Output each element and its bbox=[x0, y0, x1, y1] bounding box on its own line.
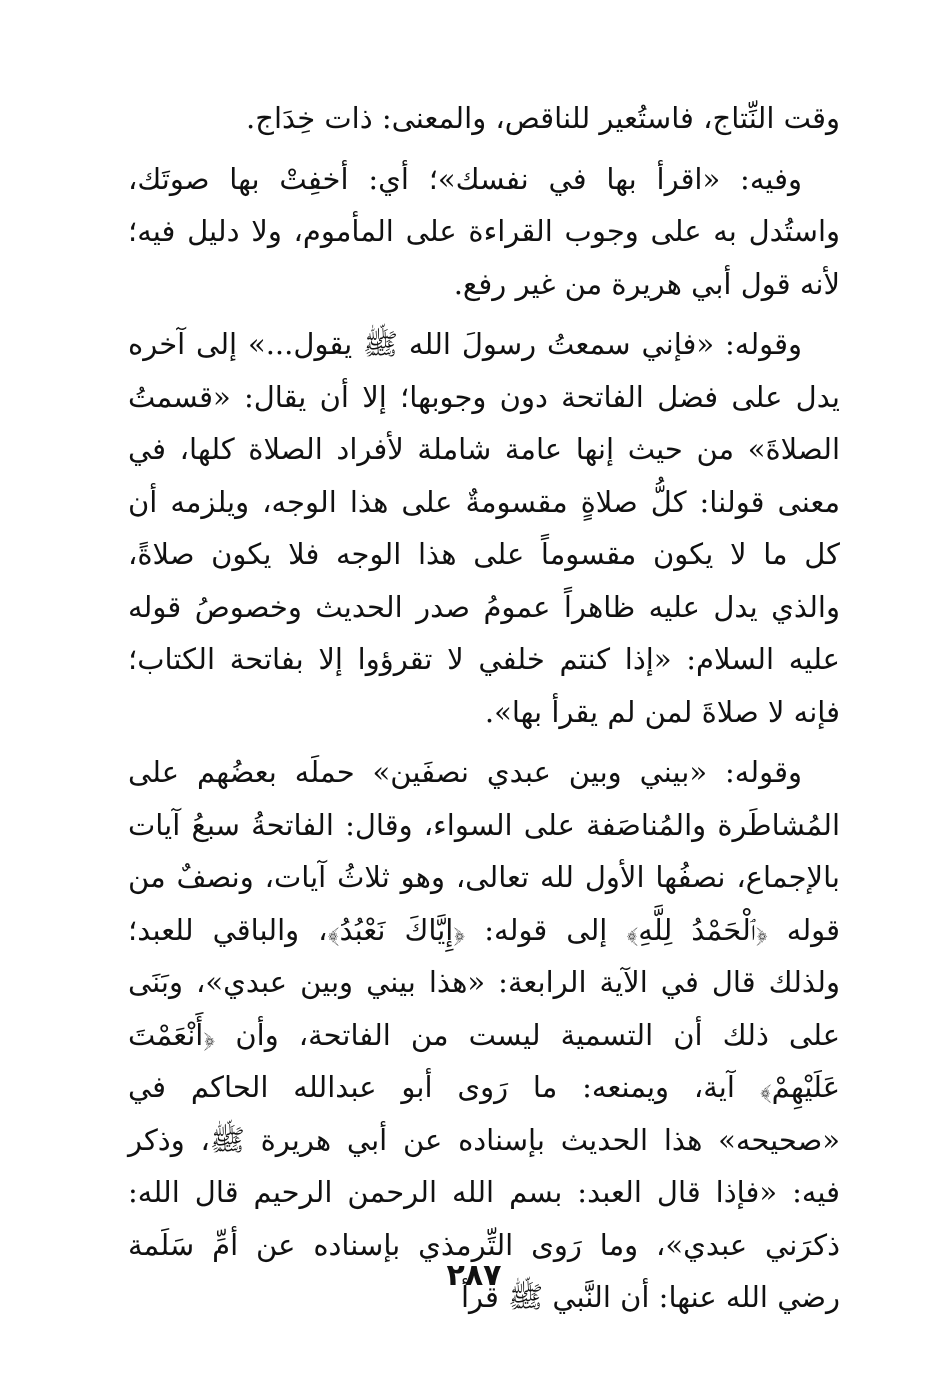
paragraph-1: وقت النِّتاج، فاستُعير للناقص، والمعنى: ذات خِدَاج. bbox=[246, 101, 840, 135]
paragraph-2: وفيه: «اقرأ بها في نفسك»؛ أي: أخفِتْ بها صوتَك، واستُدل به على وجوب القراءة على المأموم، ولا دليل فيه؛ لأنه قول أبي هريرة من غير رفع. bbox=[128, 161, 840, 301]
paragraph-3: وقوله: «فإني سمعتُ رسولَ الله ﷺ يقول...» إلى آخره يدل على فضل الفاتحة دون وجوبها؛ إلا أن يقال: «قسمتُ الصلاةَ» من حيث إنها عامة شاملة لأفراد الصلاة كلها، في معنى قولنا: كلُّ صلاةٍ مقسومةٌ على هذا الوجه، ويلزمه أن كل ما لا يكون مقسوماً على هذا الوجه فلا يكون صلاةً، والذي يدل عليه ظاهراً عمومُ صدر الحديث وخصوصُ قوله عليه السلام: «إذا كنتم خلفي لا تقرؤوا إلا بفاتحة الكتاب؛ فإنه لا صلاةَ لمن لم يقرأ بها». bbox=[128, 327, 840, 729]
body-text bbox=[128, 92, 840, 1332]
paragraph-4: وقوله: «بيني وبين عبدي نصفَين» حملَه بعضُهم على المُشاطَرة والمُناصَفة على السواء، وقال: الفاتحةُ سبعُ آيات بالإجماع، نصفُها الأول لله تعالى، وهو ثلاثُ آيات، ونصفٌ من قوله ﴿ٱلْحَمْدُ لِلَّهِ﴾ إلى قوله: ﴿إِيَّاكَ نَعْبُدُ﴾، والباقي للعبد؛ ولذلك قال في الآية الرابعة: «هذا بيني وبين عبدي»، وبَنَى على ذلك أن التسمية ليست من الفاتحة، وأن ﴿أَنْعَمْتَ عَلَيْهِمْ﴾ آية، ويمنعه: ما رَوى أبو عبدالله الحاكم في «صحيحه» هذا الحديث بإسناده عن أبي هريرة ﷺ، وذكر فيه: «فإذا قال العبد: بسم الله الرحمن الرحيم قال الله: ذكرَني عبدي»، وما رَوى التِّرمذي بإسناده عن أمِّ سَلَمة رضي الله عنها: أن النَّبي ﷺ قرأ bbox=[128, 755, 840, 1314]
page-number: ٢٨٧ bbox=[446, 1258, 502, 1293]
